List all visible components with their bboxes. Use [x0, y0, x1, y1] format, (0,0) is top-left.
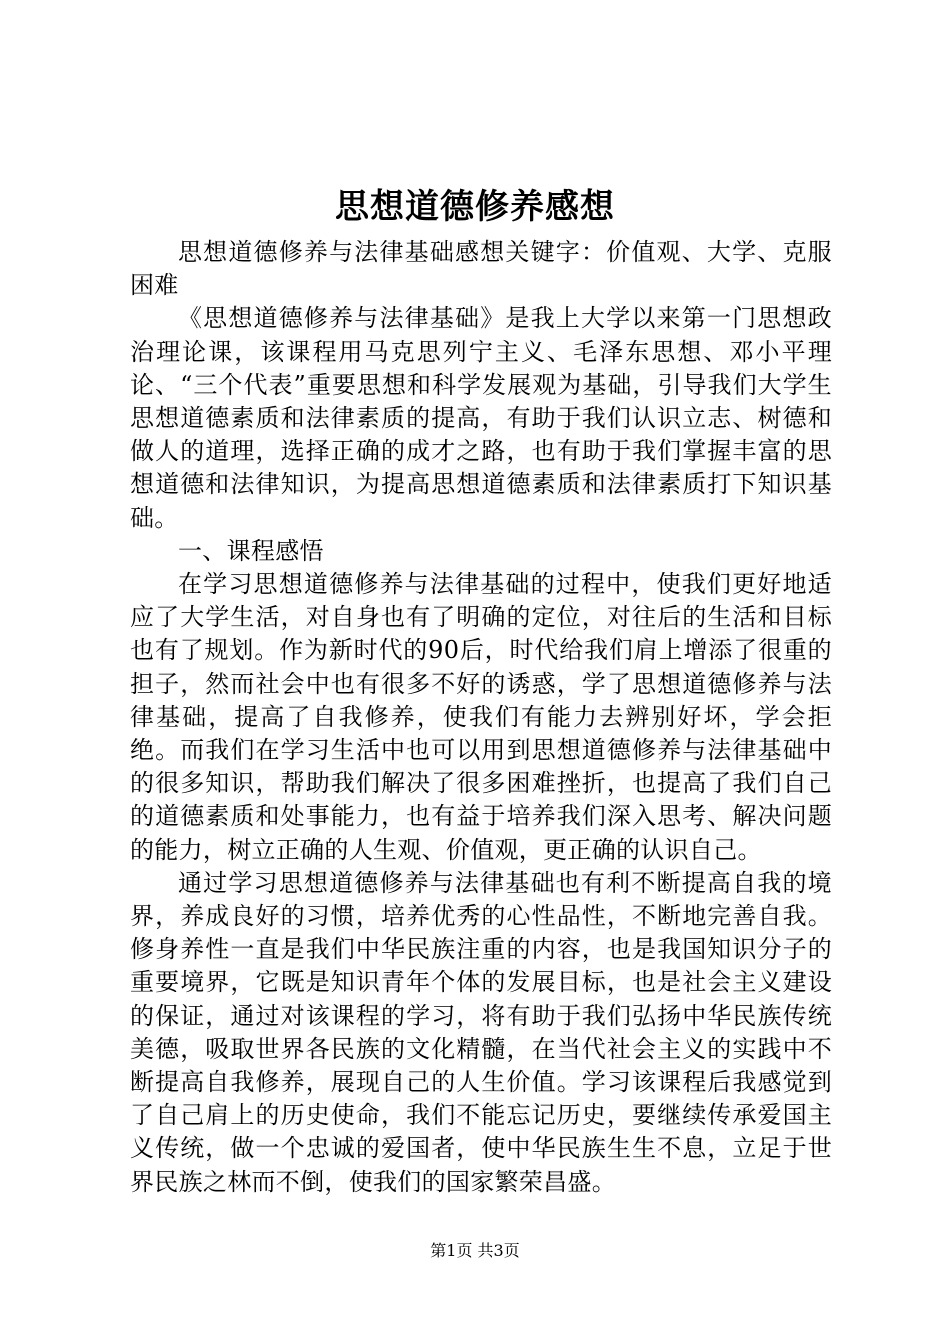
section-heading: 一、课程感悟	[178, 536, 324, 565]
paragraph-self-improvement: 通过学习思想道德修养与法律基础也有利不断提高自我的境界，养成良好的习惯，培养优秀的心性品性，不断地完善自我。修身养性一直是我们中华民族注重的内容，也是我国知识分子的重要境界，它既是知识青年个体的发展目标，也是社会主义建设的保证，通过对该课程的学习，将有助于我们弘扬中华民族传统美德，吸取世界各民族的文化精髓，在当代社会主义的实践中不断提高自我修养，展现自己的人生价值。学习该课程后我感觉到了自己肩上的历史使命，我们不能忘记历史，要继续传承爱国主义传统，做一个忠诚的爱国者，使中华民族生生不息，立足于世界民族之林而不倒，使我们的国家繁荣昌盛。	[130, 868, 832, 1196]
paragraph-intro: 《思想道德修养与法律基础》是我上大学以来第一门思想政治理论课，该课程用马克思列宁主义、毛泽东思想、邓小平理论、“三个代表”重要思想和科学发展观为基础，引导我们大学生思想道德素质和法律素质的提高，有助于我们认识立志、树德和做人的道理，选择正确的成才之路，也有助于我们掌握丰富的思想道德和法律知识，为提高思想道德素质和法律素质打下知识基础。	[130, 304, 832, 532]
document-body	[130, 236, 832, 1199]
paragraph-course-insight: 在学习思想道德修养与法律基础的过程中，使我们更好地适应了大学生活，对自身也有了明确的定位，对往后的生活和目标也有了规划。作为新时代的90后，时代给我们肩上增添了很重的担子，然而社会中也有很多不好的诱惑，学了思想道德修养与法律基础，提高了自我修养，使我们有能力去辨别好坏，学会拒绝。而我们在学习生活中也可以用到思想道德修养与法律基础中的很多知识，帮助我们解决了很多困难挫折，也提高了我们自己的道德素质和处事能力，也有益于培养我们深入思考、解决问题的能力，树立正确的人生观、价值观，更正确的认识自己。	[130, 570, 832, 864]
document-title: 思想道德修养感想	[335, 187, 615, 227]
page-footer: 第1页 共3页	[430, 1241, 520, 1260]
paragraph-keywords: 思想道德修养与法律基础感想关键字：价值观、大学、克服困难	[130, 238, 832, 300]
